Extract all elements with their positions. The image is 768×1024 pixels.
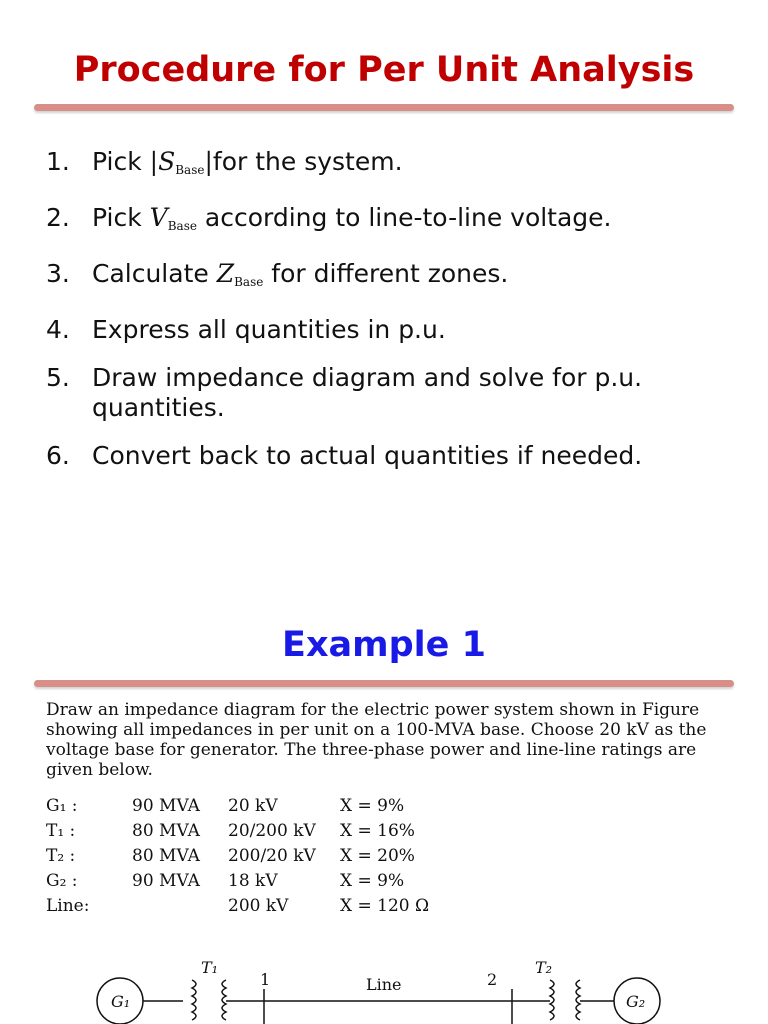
list-item [46,198,642,246]
rating-mva: 80 MVA [132,845,200,866]
step-text: Pick [92,147,150,176]
step-number: 1. [46,147,70,176]
step-text: Express all quantities in p.u. [92,315,446,344]
rating-mva: 90 MVA [132,795,200,816]
component-name: G₂ : [46,870,78,891]
generator-g1-symbol [97,978,143,1024]
step-number: 4. [46,315,70,344]
rating-kv: 18 kV [228,870,278,891]
list-item [46,310,642,350]
g1-label: G₁ [111,992,131,1011]
reactance: X = 16% [340,820,415,841]
base-subscript: Base [234,275,264,289]
transformer-t1-primary-coil [192,980,196,1020]
slide-title: Procedure for Per Unit Analysis [73,50,695,90]
v-base-symbol: V [149,203,168,232]
problem-statement: Draw an impedance diagram for the electric power system shown in Figure showing all impedances in per unit on a 100-MVA base. Choose 20 kV as the voltage base for generator. The three-phase power and line-line ratings are given below. [46,700,707,780]
component-name: T₁ : [46,820,76,841]
rating-mva [132,893,228,918]
rating-kv: 20/200 kV [228,820,316,841]
reactance: X = 120 Ω [340,895,430,916]
step-number: 5. [46,363,70,392]
rating-mva: 80 MVA [132,820,200,841]
component-name: T₂ : [46,845,76,866]
step-number: 3. [46,259,70,288]
rating-kv: 20 kV [228,795,278,816]
transformer-t1-secondary-coil [222,980,226,1020]
step-text-continued: quantities. [92,393,225,422]
s-base-symbol: S [158,147,176,176]
list-item [46,436,642,476]
rating-kv: 200/20 kV [228,845,316,866]
table-row [46,843,429,868]
component-name: G₁ : [46,795,78,816]
table-row [46,818,429,843]
generator-g2-symbol [614,978,660,1024]
ratings-table [46,793,429,918]
title-divider [34,104,734,111]
base-subscript: Base [175,163,205,177]
rating-kv: 200 kV [228,895,289,916]
abs-bar: | [149,147,159,176]
t2-label: T₂ [535,958,553,977]
list-item [46,358,642,428]
list-item [46,142,642,190]
reactance: X = 20% [340,845,415,866]
rating-mva: 90 MVA [132,870,200,891]
table-row [46,793,429,818]
step-text: Draw impedance diagram and solve for p.u. [92,363,643,392]
abs-bar: | [204,147,213,176]
base-subscript: Base [167,219,197,233]
g2-label: G₂ [626,992,646,1011]
reactance: X = 9% [340,795,405,816]
step-number: 6. [46,441,70,470]
step-number: 2. [46,203,70,232]
title-divider [34,680,734,687]
step-text: Calculate [92,259,217,288]
t1-label: T₁ [201,958,219,977]
component-name: Line: [46,895,90,916]
list-item [46,254,642,302]
step-text: Pick [92,203,150,232]
step-text: for the system. [212,147,403,176]
step-text: Convert back to actual quantities if needed. [92,441,643,470]
bus-1-label: 1 [260,970,271,989]
example-title: Example 1 [282,625,486,665]
line-label: Line [366,975,402,994]
step-text: according to line-to-line voltage. [196,203,612,232]
bus-2-label: 2 [487,970,498,989]
procedure-list [46,142,642,484]
reactance: X = 9% [340,870,405,891]
table-row [46,868,429,893]
transformer-t2-primary-coil [550,980,554,1020]
transformer-t2-secondary-coil [576,980,580,1020]
step-text: for different zones. [263,259,509,288]
z-base-symbol: Z [216,259,235,288]
table-row [46,893,429,918]
